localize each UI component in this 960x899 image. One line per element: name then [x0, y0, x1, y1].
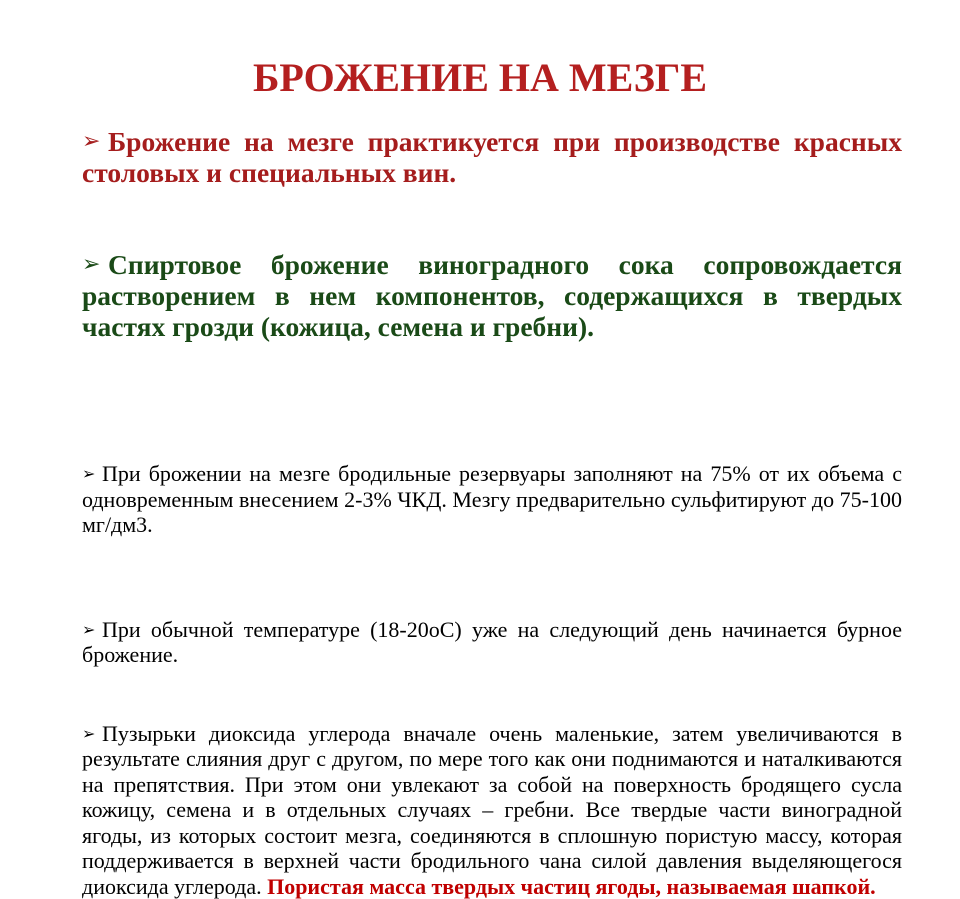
arrowhead-bullet-icon: ➢	[82, 617, 95, 643]
arrowhead-bullet-icon: ➢	[82, 721, 95, 747]
bullet-item-1	[82, 126, 902, 188]
bullet-item-5-emphasis: Пористая масса твердых частиц ягоды, называемая шапкой.	[267, 874, 876, 899]
bullet-item-2	[82, 249, 902, 342]
slide-title: БРОЖЕНИЕ НА МЕЗГЕ	[0, 52, 960, 104]
bullet-item-1-text: Брожение на мезге практикуется при производстве красных столовых и специальных вин.	[82, 126, 902, 188]
bullet-item-4	[82, 617, 902, 668]
arrowhead-bullet-icon: ➢	[82, 461, 95, 487]
bullet-item-3-text: При брожении на мезге бродильные резервуары заполняют на 75% от их объема с одновременным внесением 2-3% ЧКД. Мезгу предварительно сульфитируют до 75-100 мг/дм3.	[82, 461, 902, 538]
bullet-item-5-paragraph	[82, 721, 902, 899]
bullet-item-4-text: При обычной температуре (18-20оС) уже на следующий день начинается бурное брожение.	[82, 617, 902, 668]
bullet-item-2-text: Спиртовое брожение виноградного сока сопровождается растворением в нем компонентов, содержащихся в твердых частях грозди (кожица, семена и гребни).	[82, 249, 902, 342]
bullet-item-3	[82, 461, 902, 538]
bullet-item-5-text: Пузырьки диоксида углерода вначале очень маленькие, затем увеличиваются в результате слияния друг с другом, по мере того как они поднимаются и наталкиваются на препятствия. При этом они увлекают за собой на поверхность бродящего сусла кожицу, семена и в отдельных случаях – гребни. Все твердые части виноградной ягоды, из которых состоит мезга, соединяются в сплошную пористую массу, которая поддерживается в верхней части бродильного чана силой давления выделяющегося диоксида углерода.	[82, 721, 902, 899]
bullet-item-5	[82, 721, 902, 899]
arrowhead-bullet-icon: ➢	[82, 249, 100, 280]
arrowhead-bullet-icon: ➢	[82, 126, 100, 157]
